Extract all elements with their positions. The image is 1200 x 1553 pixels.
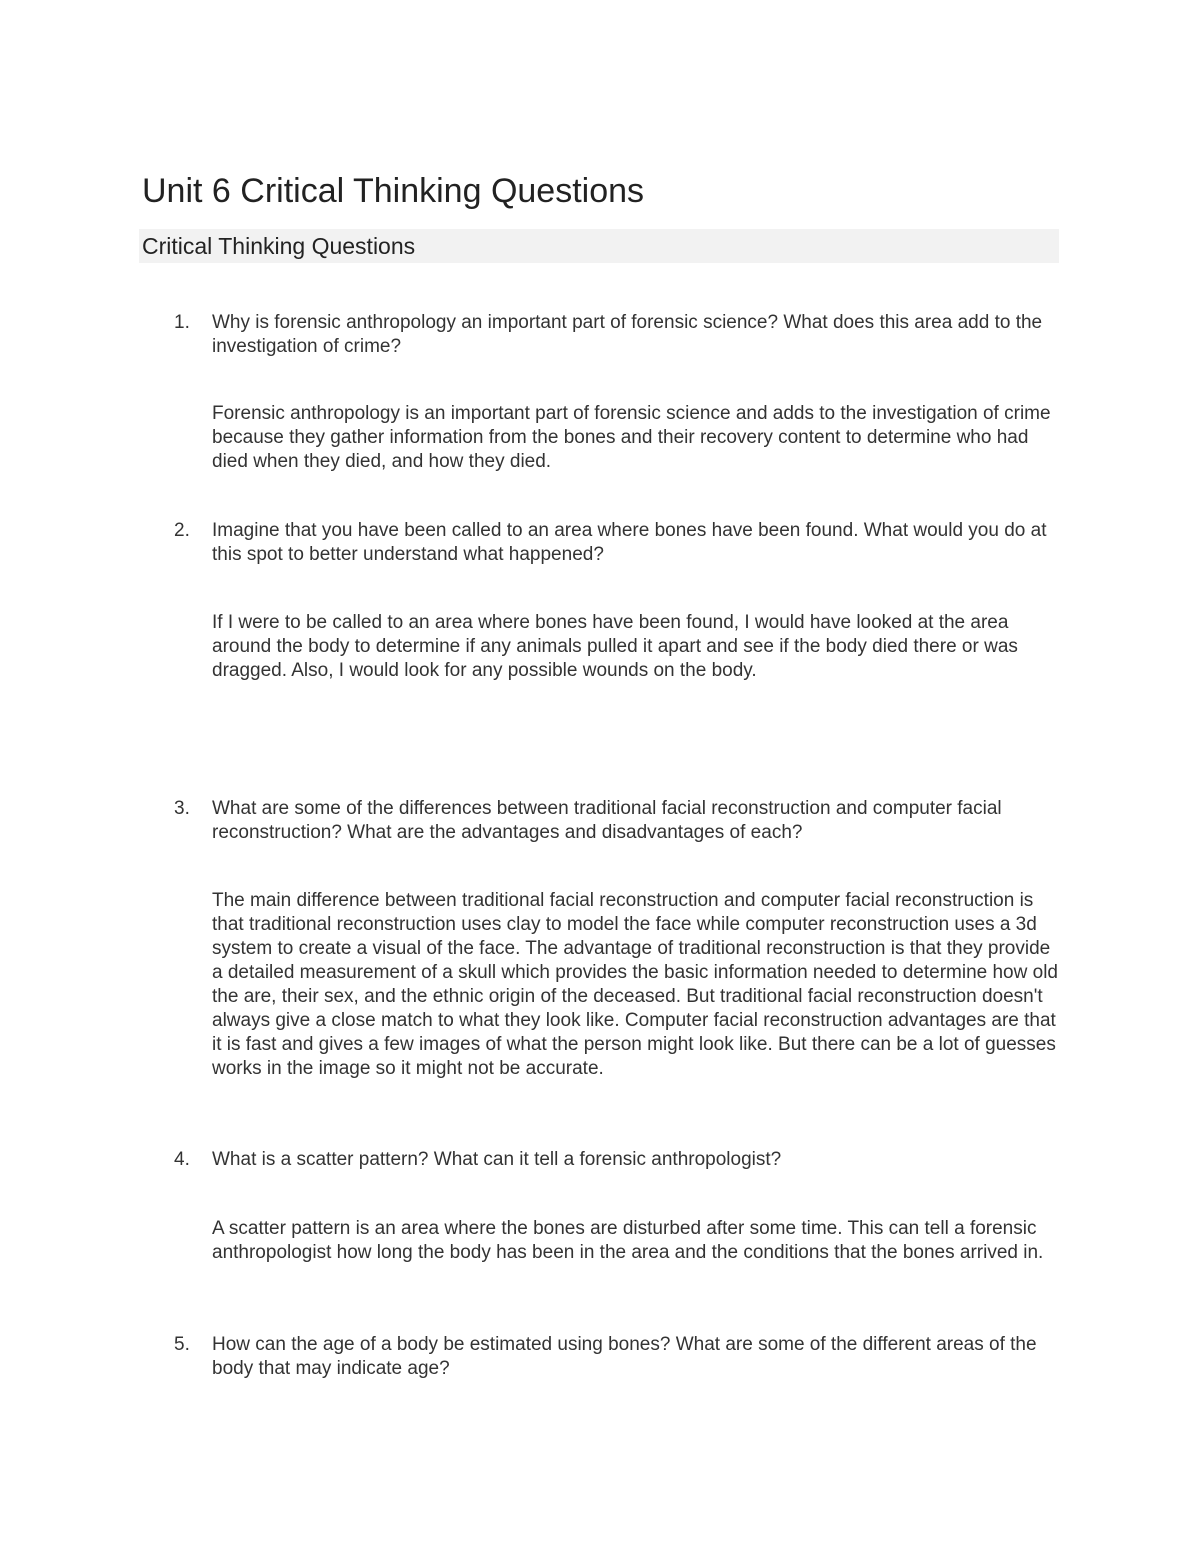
document-title: Unit 6 Critical Thinking Questions bbox=[142, 172, 645, 210]
question-number: 4. bbox=[174, 1149, 190, 1170]
section-heading: Critical Thinking Questions bbox=[142, 233, 416, 259]
answer-text: If I were to be called to an area where bones have been found, I would have looked at the area around the body to determine if any animals pulled it apart and see if the body died there or was dragged. Also, I would look for any possible wounds on the body. bbox=[212, 612, 1018, 681]
question-text: How can the age of a body be estimated using bones? What are some of the different areas of the body that may indicate age? bbox=[212, 1334, 1037, 1379]
question-number: 5. bbox=[174, 1334, 190, 1355]
question-text: Why is forensic anthropology an important part of forensic science? What does this area add to the investigation of crime? bbox=[212, 312, 1043, 357]
question-number: 3. bbox=[174, 798, 190, 819]
question-number: 2. bbox=[174, 520, 190, 541]
question-text: What is a scatter pattern? What can it tell a forensic anthropologist? bbox=[212, 1149, 782, 1170]
question-text: What are some of the differences between traditional facial reconstruction and computer facial reconstruction? What are the advantages and disadvantages of each? bbox=[212, 798, 1002, 843]
answer-text: Forensic anthropology is an important part of forensic science and adds to the investigation of crime because they gather information from the bones and their recovery content to determine who had died when they died, and how they died. bbox=[212, 403, 1051, 472]
answer-text: The main difference between traditional facial reconstruction and computer facial reconstruction is that traditional reconstruction uses clay to model the face while computer reconstruction uses a 3d system to create a visual of the face. The advantage of traditional reconstruction is that they provide a detailed measurement of a skull which provides the basic information needed to determine how old the are, their sex, and the ethnic origin of the deceased. But traditional facial reconstruction doesn't always give a close match to what they look like. Computer facial reconstruction advantages are that it is fast and gives a few images of what the person might look like. But there can be a lot of guesses works in the image so it might not be accurate. bbox=[212, 890, 1058, 1079]
answer-text: A scatter pattern is an area where the bones are disturbed after some time. This can tell a forensic anthropologist how long the body has been in the area and the conditions that the bones arrived in. bbox=[212, 1218, 1044, 1263]
question-text: Imagine that you have been called to an area where bones have been found. What would you do at this spot to better understand what happened? bbox=[212, 520, 1047, 565]
question-number: 1. bbox=[174, 312, 190, 333]
